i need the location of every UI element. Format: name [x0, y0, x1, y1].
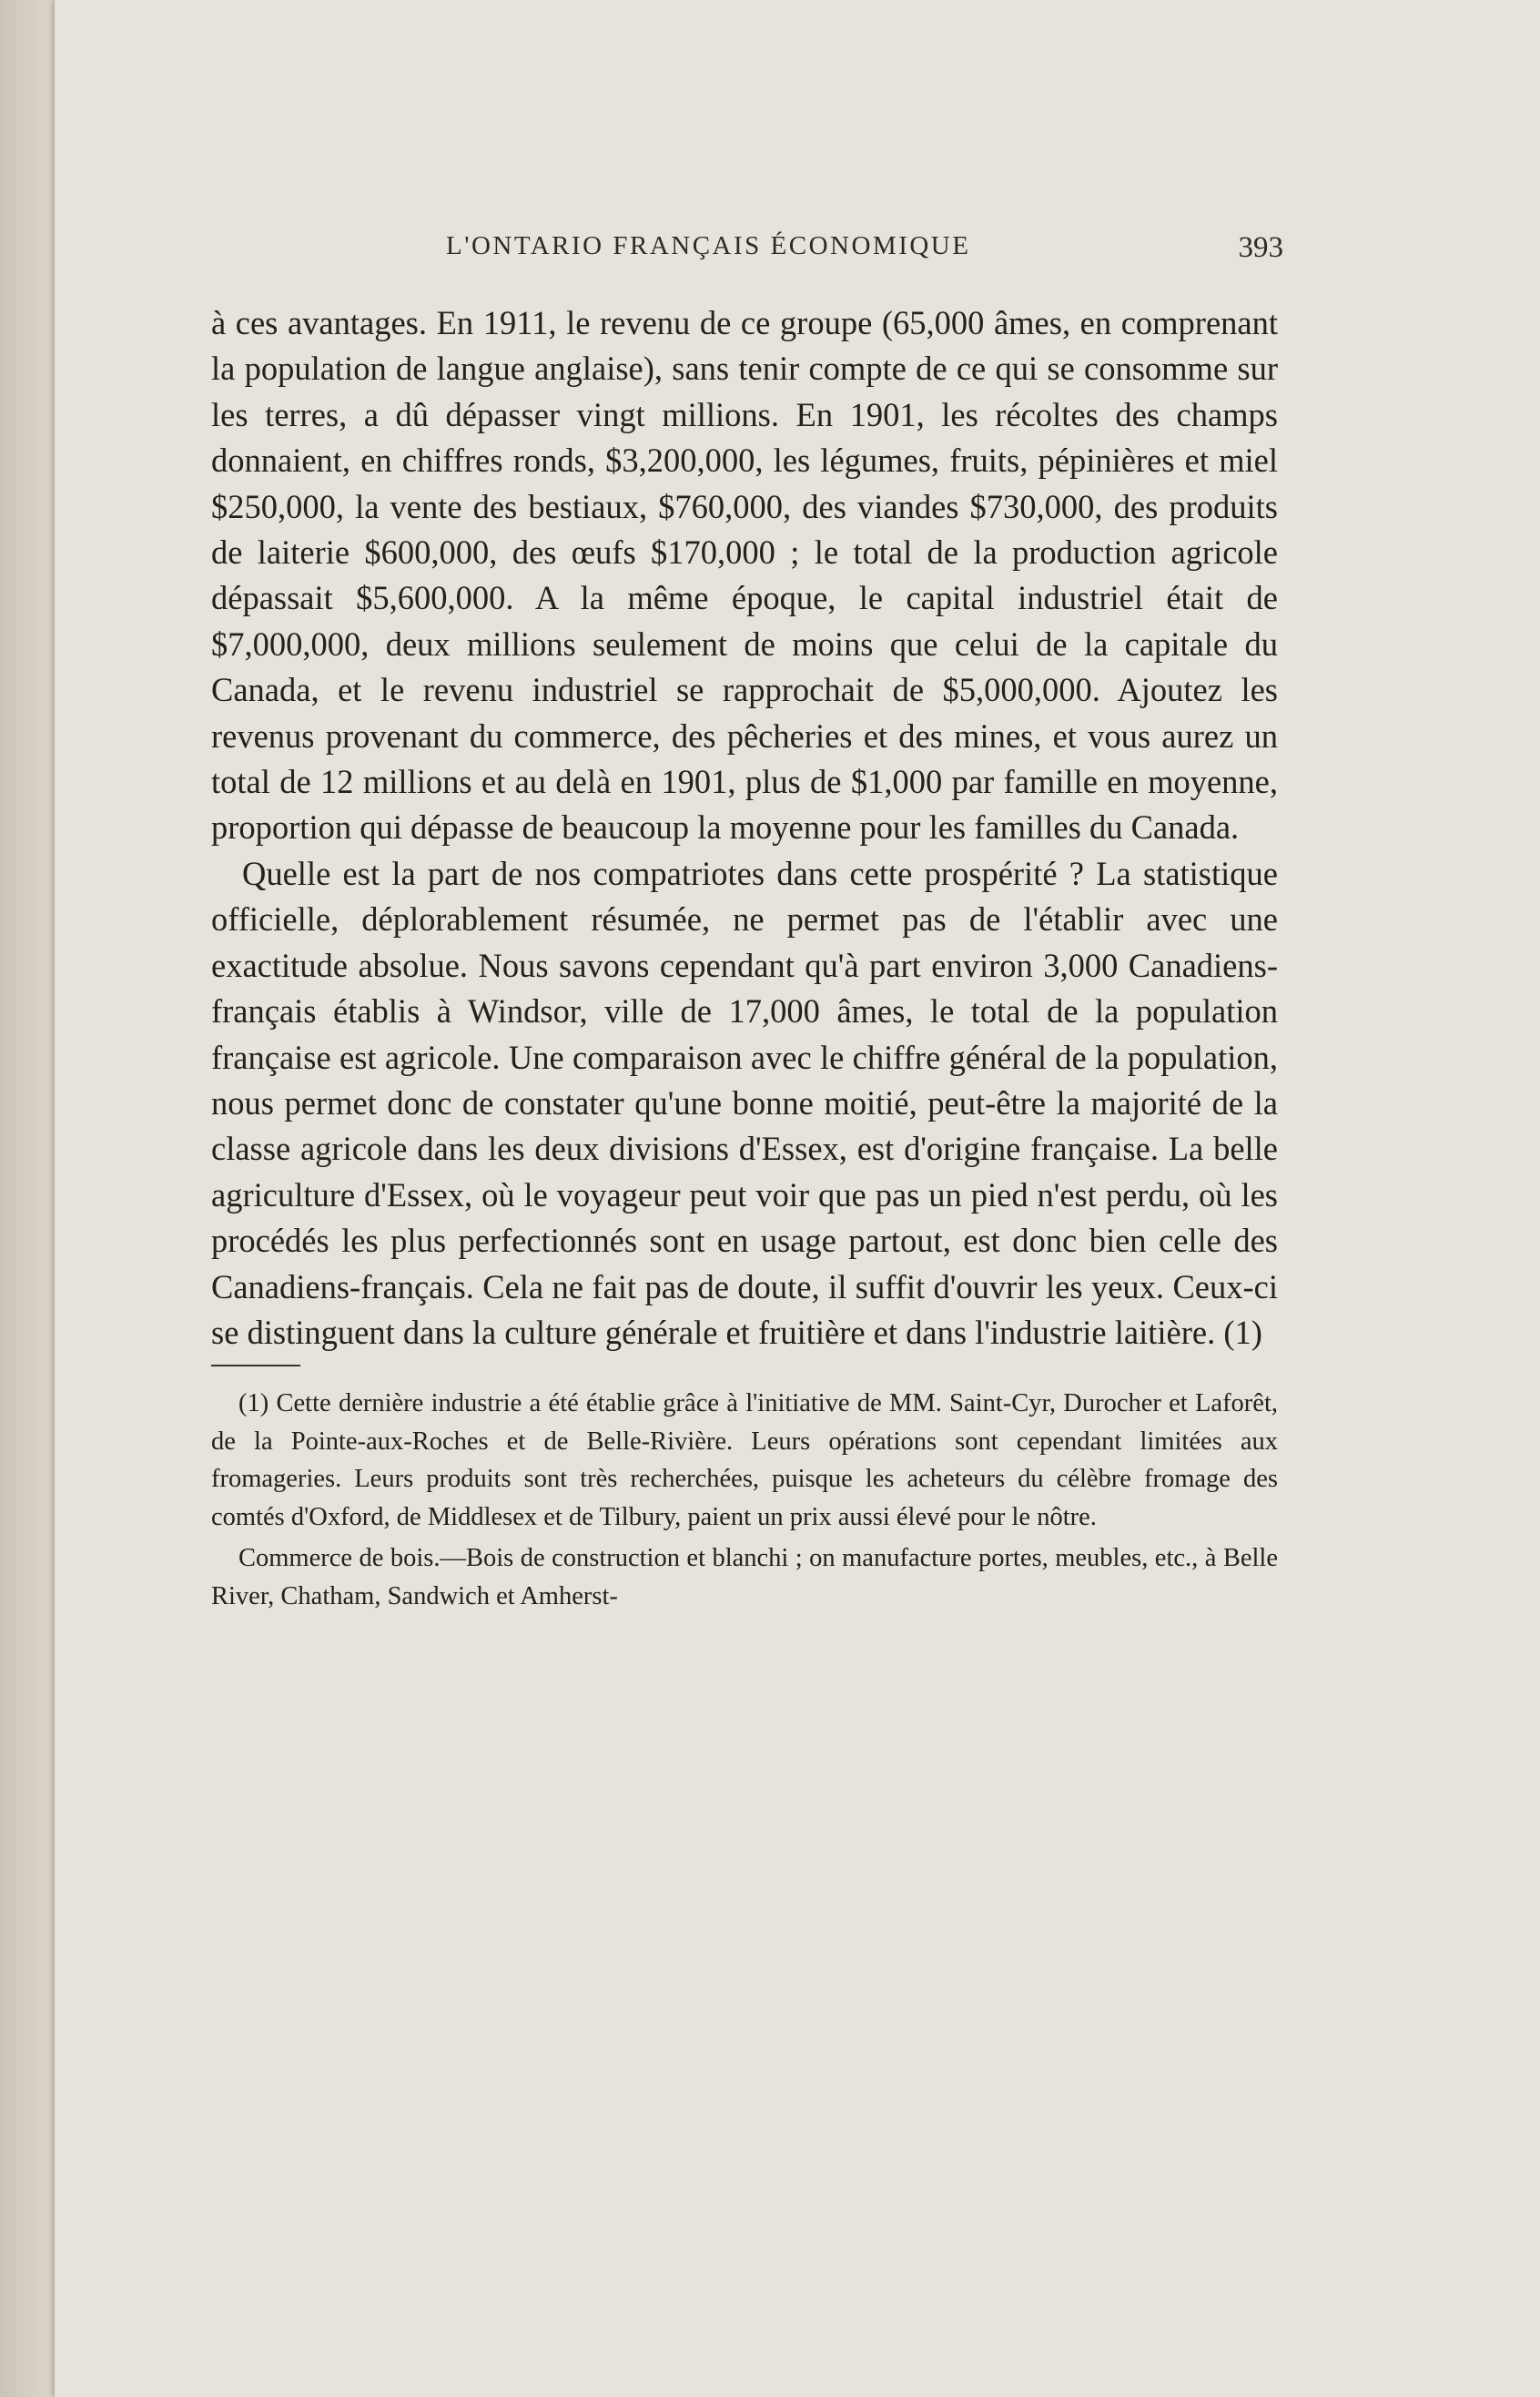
body-paragraph: Quelle est la part de nos compatriotes dans cette prospérité ? La statistique officielle, déplorablement résumée, ne permet pas de l'établir avec une exactitude absolue. Nous savons cependant qu'à part environ 3,000 Canadiens-français établis à Windsor, ville de 17,000 âmes, le total de la population française est agricole. Une comparaison avec le chiffre général de la population, nous permet donc de constater qu'une bonne moitié, peut-être la majorité de la classe agricole dans les deux divisions d'Essex, est d'origine française. La belle agriculture d'Essex, où le voyageur peut voir que pas un pied n'est perdu, où les procédés les plus perfectionnés sont en usage partout, est donc bien celle des Canadiens-français. Cela ne fait pas de doute, il suffit d'ouvrir les yeux. Ceux-ci se distinguent dans la culture générale et fruitière et dans l'industrie laitière. (1)	[211, 854, 1278, 1351]
footnote: (1) Cette dernière industrie a été établie grâce à l'initiative de MM. Saint-Cyr, Durocher et Laforêt, de la Pointe-aux-Roches et de Belle-Rivière. Leurs opérations sont cependant limitées aux fromageries. Leurs produits sont très recherchées, puisque les acheteurs du célèbre fromage des comtés d'Oxford, de Middlesex et de Tilbury, paient un prix aussi élevé pour le nôtre.	[211, 1389, 1278, 1531]
running-head: L'ONTARIO FRANÇAIS ÉCONOMIQUE	[446, 231, 971, 260]
body-paragraph: à ces avantages. En 1911, le revenu de ce groupe (65,000 âmes, en comprenant la population de langue anglaise), sans tenir compte de ce qui se consomme sur les terres, a dû dépasser vingt millions. En 1901, les récoltes des champs donnaient, en chiffres ronds, $3,200,000, les légumes, fruits, pépinières et miel $250,000, la vente des bestiaux, $760,000, des viandes $730,000, des produits de laiterie $600,000, des œufs $170,000 ; le total de la production agricole dépassait $5,600,000. A la même époque, le capital industriel était de $7,000,000, deux millions seulement de moins que celui de la capitale du Canada, et le revenu industriel se rapprochait de $5,000,000. Ajoutez les revenus provenant du commerce, des pêcheries et des mines, et vous aurez un total de 12 millions et au delà en 1901, plus de $1,000 par famille en moyenne, proportion qui dépasse de beaucoup la moyenne pour les familles du Canada.	[211, 304, 1278, 847]
page-number: 393	[1238, 231, 1283, 264]
footnote-separator	[211, 1365, 300, 1366]
book-gutter	[0, 0, 55, 2397]
main-text	[211, 300, 1278, 1615]
footnote: Commerce de bois.—Bois de construction et blanchi ; on manufacture portes, meubles, etc., à Belle River, Chatham, Sandwich et Amherst-	[211, 1544, 1278, 1610]
book-page	[55, 0, 1540, 2397]
page-header	[446, 231, 1283, 271]
